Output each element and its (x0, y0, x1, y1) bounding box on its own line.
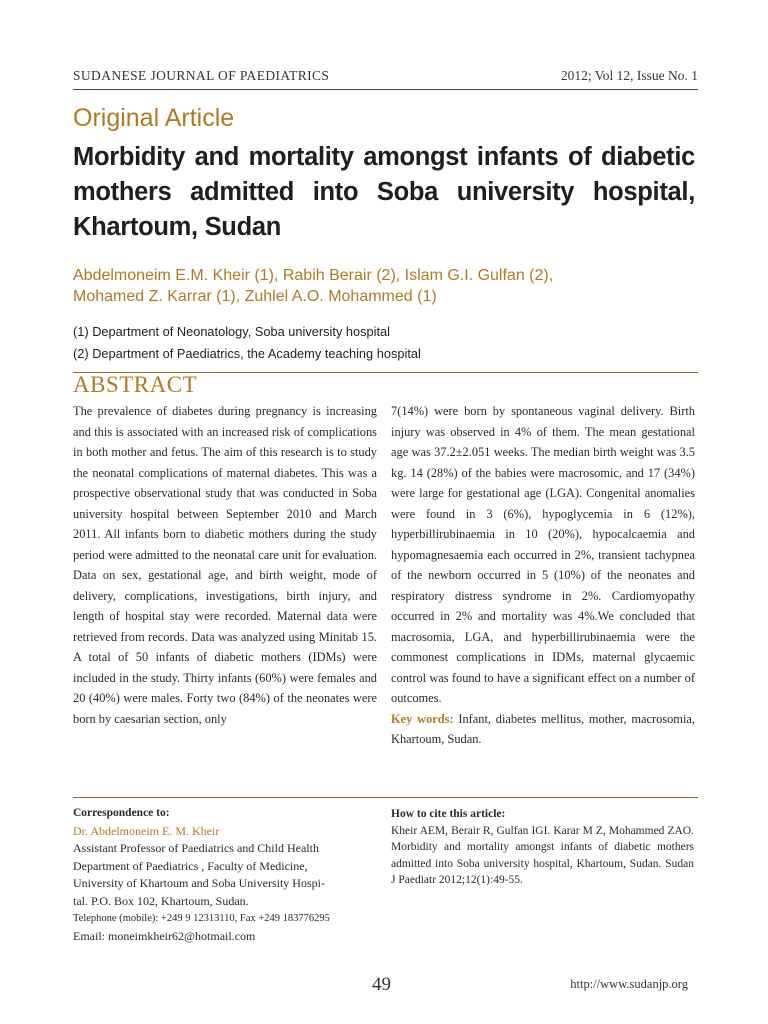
affiliations (73, 321, 421, 365)
header-rule (73, 89, 698, 90)
keywords (391, 709, 695, 750)
citation-text: Kheir AEM, Berair R, Gulfan IGI. Karar M Z, Mohammed ZAO. Morbidity and mortality amongst infants of diabetic mothers admitted into Soba university hospital, Khartoum, Sudan. Sudan J Paediatr 2012;12(1):49-55. (391, 824, 694, 886)
keywords-label: Key words: (391, 711, 454, 726)
keywords-text: Infant, diabetes mellitus, mother, macrosomia, Khartoum, Sudan. (391, 711, 695, 746)
correspondence-line-3: University of Khartoum and Soba University Hospi- (73, 876, 325, 890)
issue-info: 2012; Vol 12, Issue No. 1 (560, 68, 698, 83)
journal-url: http://www.sudanjp.org (570, 977, 688, 991)
abstract-column-right (391, 401, 695, 750)
correspondence-heading: Correspondence to: (73, 807, 170, 819)
page-number: 49 (372, 974, 391, 995)
journal-name: SUDANESE JOURNAL OF PAEDIATRICS (73, 68, 330, 83)
abstract-column-left (73, 401, 377, 729)
citation-heading: How to cite this article: (391, 808, 506, 820)
abstract-text-right: 7(14%) were born by spontaneous vaginal delivery. Birth injury was observed in 4% of them. The mean gestational age was 37.2±2.051 weeks. The median birth weight was 3.5 kg. 14 (28%) of the babies were macrosomic, and 17 (34%) were large for gestational age (LGA). Congenital anomalies were found in 3 (6%), hypoglycemia in 6 (12%), hyperbillirubinaemia in 10 (20%), hypocalcaemia and hypomagnesaemia each occurred in 2%, transient tachypnea of the newborn occurred in 5 (10%) of the neonates and respiratory distress syndrome in 2%. Cardiomyopathy occurred in 2% and mortality was 4%.We concluded that macrosomia, LGA, and hyperbillirubinaemia were the commonest complications in IDMs, maternal glycaemic control was found to have a significant effect on a number of outcomes. (391, 404, 695, 705)
authors-line-2: Mohamed Z. Karrar (1), Zuhlel A.O. Mohammed (1) (73, 288, 437, 305)
abstract-text-left: The prevalence of diabetes during pregnancy is increasing and this is associated with an increased risk of complications in both mother and fetus. The aim of this research is to study the neonatal complications of maternal diabetes. This was a prospective observational study that was conducted in Soba university hospital between September 2010 and March 2011. All infants born to diabetic mothers during the study period were admitted to the neonatal care unit for evaluation. Data on sex, gestational age, and birth weight, mode of delivery, complications, investigations, birth injury, and length of hospital stay were recorded. Maternal data were retrieved from records. Data was analyzed using Minitab 15. A total of 50 infants of diabetic mothers (IDMs) were included in the study. Thirty infants (60%) were females and 20 (40%) were males. Forty two (84%) of the neonates were born by caesarian section, only (73, 404, 377, 726)
correspondence-phone: Telephone (mobile): +249 9 12313110, Fax +249 183776295 (73, 913, 330, 924)
footer-rule (73, 797, 698, 798)
section-label: Original Article (73, 104, 235, 132)
citation-block (391, 806, 694, 889)
affiliation-1: (1) Department of Neonatology, Soba university hospital (73, 324, 391, 339)
correspondence-block (73, 805, 378, 945)
abstract-heading: ABSTRACT (73, 372, 198, 397)
article-title: Morbidity and mortality amongst infants of diabetic mothers admitted into Soba university hospital, Khartoum, Sudan (73, 143, 695, 241)
author-list (73, 265, 698, 307)
correspondence-line-4: tal. P.O. Box 102, Khartoum, Sudan. (73, 893, 249, 908)
affiliation-2: (2) Department of Paediatrics, the Academy teaching hospital (73, 346, 421, 361)
correspondence-name: Dr. Abdelmoneim E. M. Kheir (73, 823, 220, 838)
correspondence-line-2: Department of Paediatrics , Faculty of Medicine, (73, 858, 308, 873)
correspondence-line-1: Assistant Professor of Paediatrics and Child Health (73, 841, 319, 855)
authors-line-1: Abdelmoneim E.M. Kheir (1), Rabih Berair (2), Islam G.I. Gulfan (2), (73, 267, 554, 284)
correspondence-email: Email: moneimkheir62@hotmail.com (73, 928, 256, 943)
